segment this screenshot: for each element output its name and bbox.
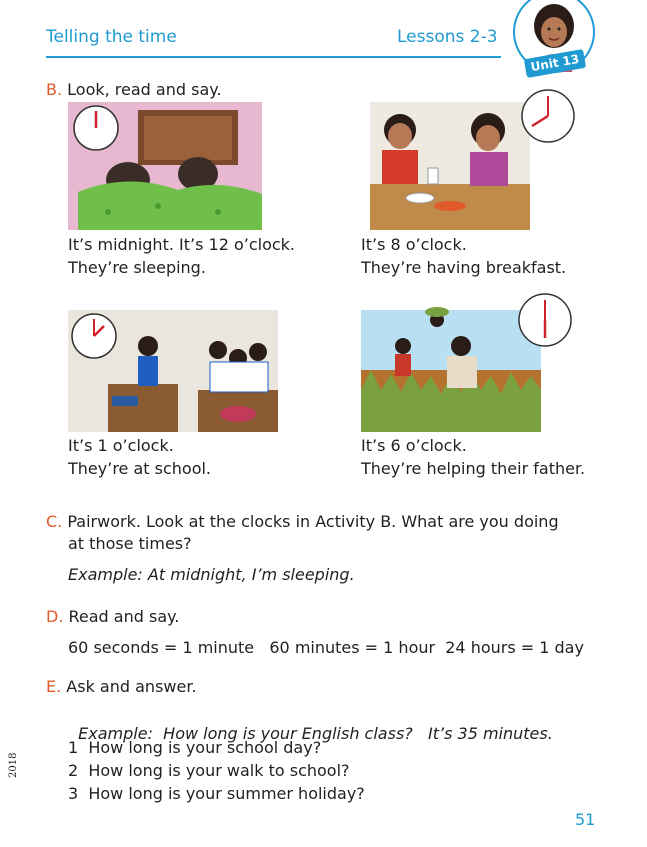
question-item: 3 How long is your summer holiday? (68, 784, 365, 803)
section-instruction: Read and say. (68, 607, 180, 626)
caption-line-1: It’s 6 o’clock. (361, 436, 467, 455)
caption-line-2: They’re having breakfast. (361, 258, 567, 277)
caption-line-1: It’s 1 o’clock. (68, 436, 174, 455)
section-letter: D. (46, 607, 64, 626)
section-b-heading (46, 80, 222, 99)
question-item: 2 How long is your walk to school? (68, 761, 350, 780)
lesson-title: Telling the time (46, 27, 177, 47)
illustration-children-sleeping (68, 102, 262, 230)
illustration-children-breakfast (370, 88, 578, 230)
section-instruction: Look, read and say. (67, 80, 222, 99)
illustration-children-helping-father (361, 290, 579, 432)
print-year: 2018 (8, 752, 19, 778)
section-letter: C. (46, 512, 63, 531)
caption-midnight (68, 233, 295, 279)
section-letter: E. (46, 677, 62, 696)
section-d-heading (46, 607, 179, 626)
caption-breakfast (361, 233, 566, 279)
unit-number-tag: Unit 13 (524, 49, 586, 78)
example-text: At midnight, I’m sleeping. (142, 565, 355, 584)
section-c-heading (46, 512, 559, 531)
caption-helping-father (361, 434, 585, 480)
header-divider (46, 56, 501, 58)
section-instruction: Pairwork. Look at the clocks in Activity B. What are you doing (67, 512, 559, 531)
question-item: 1 How long is your school day? (68, 738, 322, 757)
section-e-heading (46, 677, 197, 696)
caption-line-1: It’s 8 o’clock. (361, 235, 467, 254)
caption-line-2: They’re helping their father. (361, 459, 586, 478)
example-text: How long is your English class? It’s 35 minutes. (152, 724, 553, 743)
caption-school (68, 434, 211, 480)
lessons-label: Lessons 2-3 (397, 27, 498, 47)
section-c-example (68, 565, 355, 584)
time-equivalences: 60 seconds = 1 minute 60 minutes = 1 hour 24 hours = 1 day (68, 638, 584, 657)
page-number: 51 (575, 810, 596, 829)
example-label: Example: (78, 724, 153, 743)
caption-line-2: They’re sleeping. (68, 258, 206, 277)
caption-line-2: They’re at school. (68, 459, 212, 478)
caption-line-1: It’s midnight. It’s 12 o’clock. (68, 235, 296, 254)
section-instruction: Ask and answer. (66, 677, 197, 696)
illustration-children-at-school (68, 310, 278, 432)
example-label: Example: (68, 565, 143, 584)
section-letter: B. (46, 80, 63, 99)
section-c-continuation: at those times? (68, 534, 192, 553)
